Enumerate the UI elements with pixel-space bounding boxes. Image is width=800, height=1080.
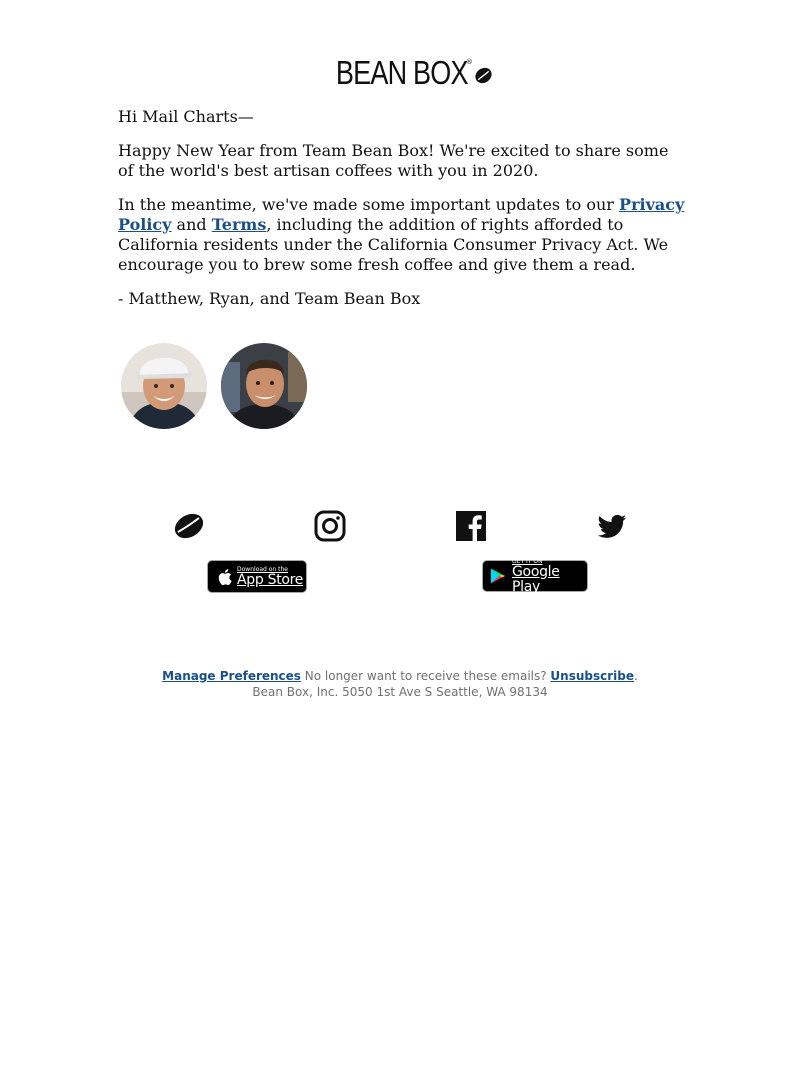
paragraph-text-start: In the meantime, we've made some important updates to our [118,195,620,214]
logo-wordmark: BEAN BOX [336,54,468,91]
paragraph-text-and: and [171,215,212,234]
founder-photos [118,340,310,432]
social-links [0,509,800,545]
email-footer [0,668,800,700]
policy-update-paragraph [118,195,688,275]
footer-no-longer-text: No longer want to receive these emails? [300,669,551,683]
email-body [118,107,688,323]
paragraph-text-end: , including the addition of rights afforded to California residents under the California Consumer Privacy Act. We encourage you to brew some fresh coffee and give them a read. [118,215,669,274]
coffee-bean-icon [474,66,493,85]
unsubscribe-link[interactable]: Unsubscribe [550,669,634,683]
company-address: Bean Box, Inc. 5050 1st Ave S Seattle, WA 98134 [252,685,548,699]
terms-link[interactable]: Terms [211,215,267,234]
twitter-icon[interactable] [595,509,629,543]
greeting: Hi Mail Charts— [118,107,254,126]
manage-preferences-link[interactable]: Manage Preferences [162,669,301,683]
avatar-matthew [118,340,210,432]
google-play-badge[interactable] [482,557,588,595]
google-play-big-text: Google Play [512,563,560,595]
app-store-big-text: App Store [237,571,304,588]
footer-links-line [0,668,800,684]
coffee-bean-icon[interactable] [172,509,206,543]
google-play-icon [490,567,506,585]
google-play-small-text: GET IT ON [512,557,543,565]
avatar-ryan [218,340,310,432]
apple-icon [217,568,232,586]
footer-period: . [634,669,638,683]
header-logo[interactable] [0,56,800,89]
signoff: - Matthew, Ryan, and Team Bean Box [118,289,421,308]
new-year-paragraph: Happy New Year from Team Bean Box! We're excited to share some of the world's best artisan coffees with you in 2020. [118,141,669,180]
registered-mark: ® [465,58,473,66]
app-store-badge[interactable] [207,560,307,593]
privacy-policy-link[interactable]: Privacy Policy [118,195,685,234]
facebook-icon[interactable] [454,509,488,543]
instagram-icon[interactable] [313,509,347,543]
app-store-small-text: Download on the [237,565,288,573]
